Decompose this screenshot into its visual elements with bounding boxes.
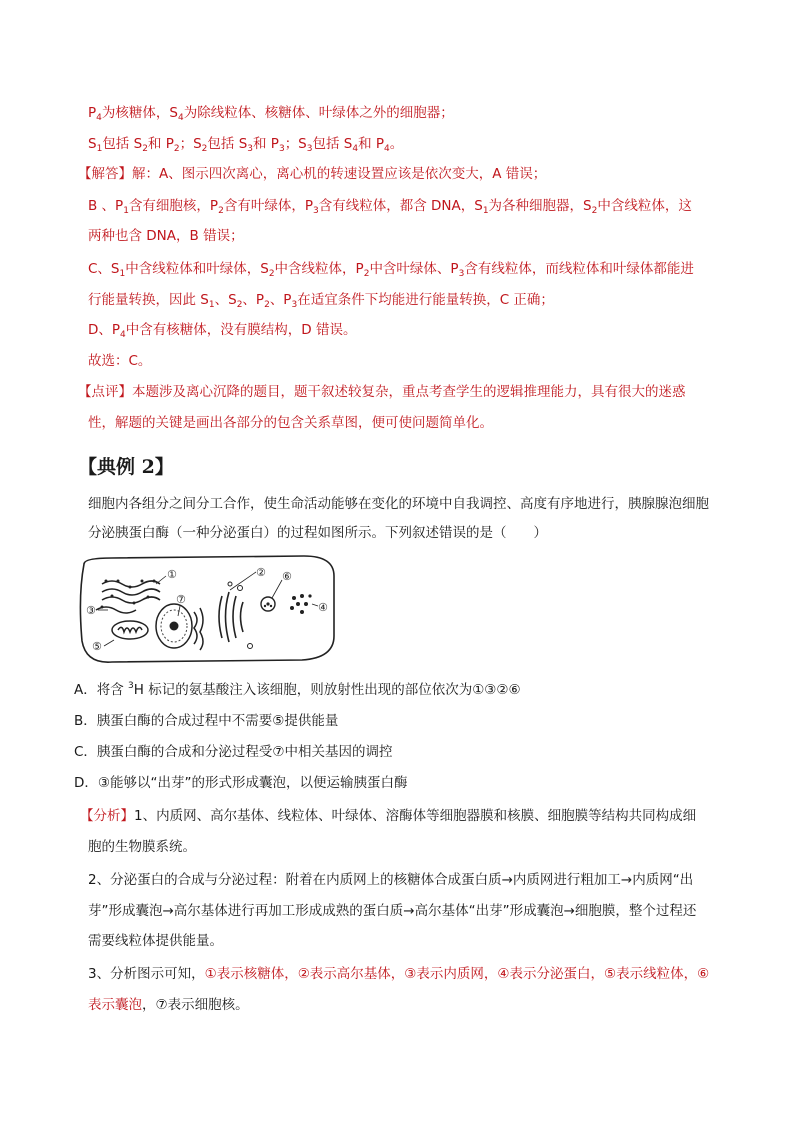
analysis-line-5: 需要线粒体提供能量。 (88, 933, 223, 949)
solution-line-5: 两种也含 DNA，B 错误； (88, 228, 244, 244)
option-b: B．胰蛋白酶的合成过程中不需要⑤提供能量 (74, 713, 339, 729)
cell-diagram (72, 546, 342, 666)
label-2: ② (256, 566, 266, 579)
option-c: C．胰蛋白酶的合成和分泌过程受⑦中相关基因的调控 (74, 744, 393, 760)
analysis-line-7: 表示囊泡，⑦表示细胞核。 (88, 997, 249, 1013)
question-line-1: 细胞内各组分之间分工合作，使生命活动能够在变化的环境中自我调控、高度有序地进行，胰腺腺泡细胞 (88, 496, 709, 512)
secretory-protein (290, 594, 312, 614)
solution-line-1: $P_4$为核糖体，$S_4$为除线粒体、核糖体、叶绿体之外的细胞器； (88, 105, 454, 123)
analysis-line-3: 2、分泌蛋白的合成与分泌过程：附着在内质网上的核糖体合成蛋白质→内质网进行粗加工→内质网“出 (88, 872, 694, 888)
option-d: D．③能够以“出芽”的形式形成囊泡，以便运输胰蛋白酶 (74, 775, 408, 791)
comment-tag: 【点评】 (78, 384, 132, 400)
analysis-line-2: 胞的生物膜系统。 (88, 839, 196, 855)
label-4: ④ (318, 601, 328, 614)
label-1: ① (167, 568, 177, 581)
analysis-line-6: 3、分析图示可知，①表示核糖体，②表示高尔基体，③表示内质网，④表示分泌蛋白，⑤表示线粒体，⑥ (88, 966, 710, 982)
solution-line-9: 故选：C。 (88, 353, 152, 369)
nucleus (156, 604, 192, 648)
answer-tag: 【解答】 (78, 166, 132, 182)
solution-line-6: C、$S_1$中含线粒体和叶绿体，$S_2$中含线粒体，$P_2$中含叶绿体、$P_3$含有线粒体，而线粒体和叶绿体都能进 (88, 261, 694, 279)
analysis-line-1: 【分析】1、内质网、高尔基体、线粒体、叶绿体、溶酶体等细胞器膜和核膜、细胞膜等结构共同构成细 (80, 808, 697, 824)
golgi-apparatus (219, 592, 243, 642)
comment-line-2: 性，解题的关键是画出各部分的包含关系草图，便可使问题简单化。 (88, 415, 493, 431)
solution-line-8: D、$P_4$中含有核糖体，没有膜结构，D 错误。 (88, 322, 357, 340)
label-5: ⑤ (92, 640, 102, 653)
solution-line-7: 行能量转换，因此 $S_1$、$S_2$、$P_2$、$P_3$在适宜条件下均能进行能量转换，C 正确； (88, 292, 554, 310)
label-7: ⑦ (176, 593, 186, 606)
endoplasmic-reticulum (96, 581, 160, 613)
label-6: ⑥ (282, 570, 292, 583)
cell-membrane (80, 556, 334, 662)
mitochondrion (112, 621, 148, 639)
option-a: A．将含 $^3$H 标记的氨基酸注入该细胞，则放射性出现的部位依次为①③②⑥ (74, 681, 521, 698)
example-heading: 【典例 2】 (78, 456, 174, 478)
question-line-2: 分泌胰蛋白酶（一种分泌蛋白）的过程如图所示。下列叙述错误的是（ ） (88, 525, 547, 541)
vesicle (261, 597, 275, 611)
analysis-tag: 【分析】 (80, 808, 134, 824)
solution-line-4: B 、$P_1$含有细胞核，$P_2$含有叶绿体，$P_3$含有线粒体，都含 DNA，$S_1$为各种细胞器，$S_2$中含线粒体，这 (88, 198, 692, 216)
solution-answer-line: 【解答】解：A、图示四次离心，离心机的转速设置应该是依次变大，A 错误； (78, 166, 547, 182)
solution-line-2: $S_1$包括 $S_2$和 $P_2$；$S_2$包括 $S_3$和 $P_3$；$S_3$包括 $S_4$和 $P_4$。 (88, 136, 404, 154)
label-3: ③ (86, 604, 96, 617)
comment-line-1: 【点评】本题涉及离心沉降的题目，题干叙述较复杂，重点考查学生的逻辑推理能力，具有很大的迷惑 (78, 384, 686, 400)
analysis-line-4: 芽”形成囊泡→高尔基体进行再加工形成成熟的蛋白质→高尔基体“出芽”形成囊泡→细胞膜，整个过程还 (88, 903, 697, 919)
